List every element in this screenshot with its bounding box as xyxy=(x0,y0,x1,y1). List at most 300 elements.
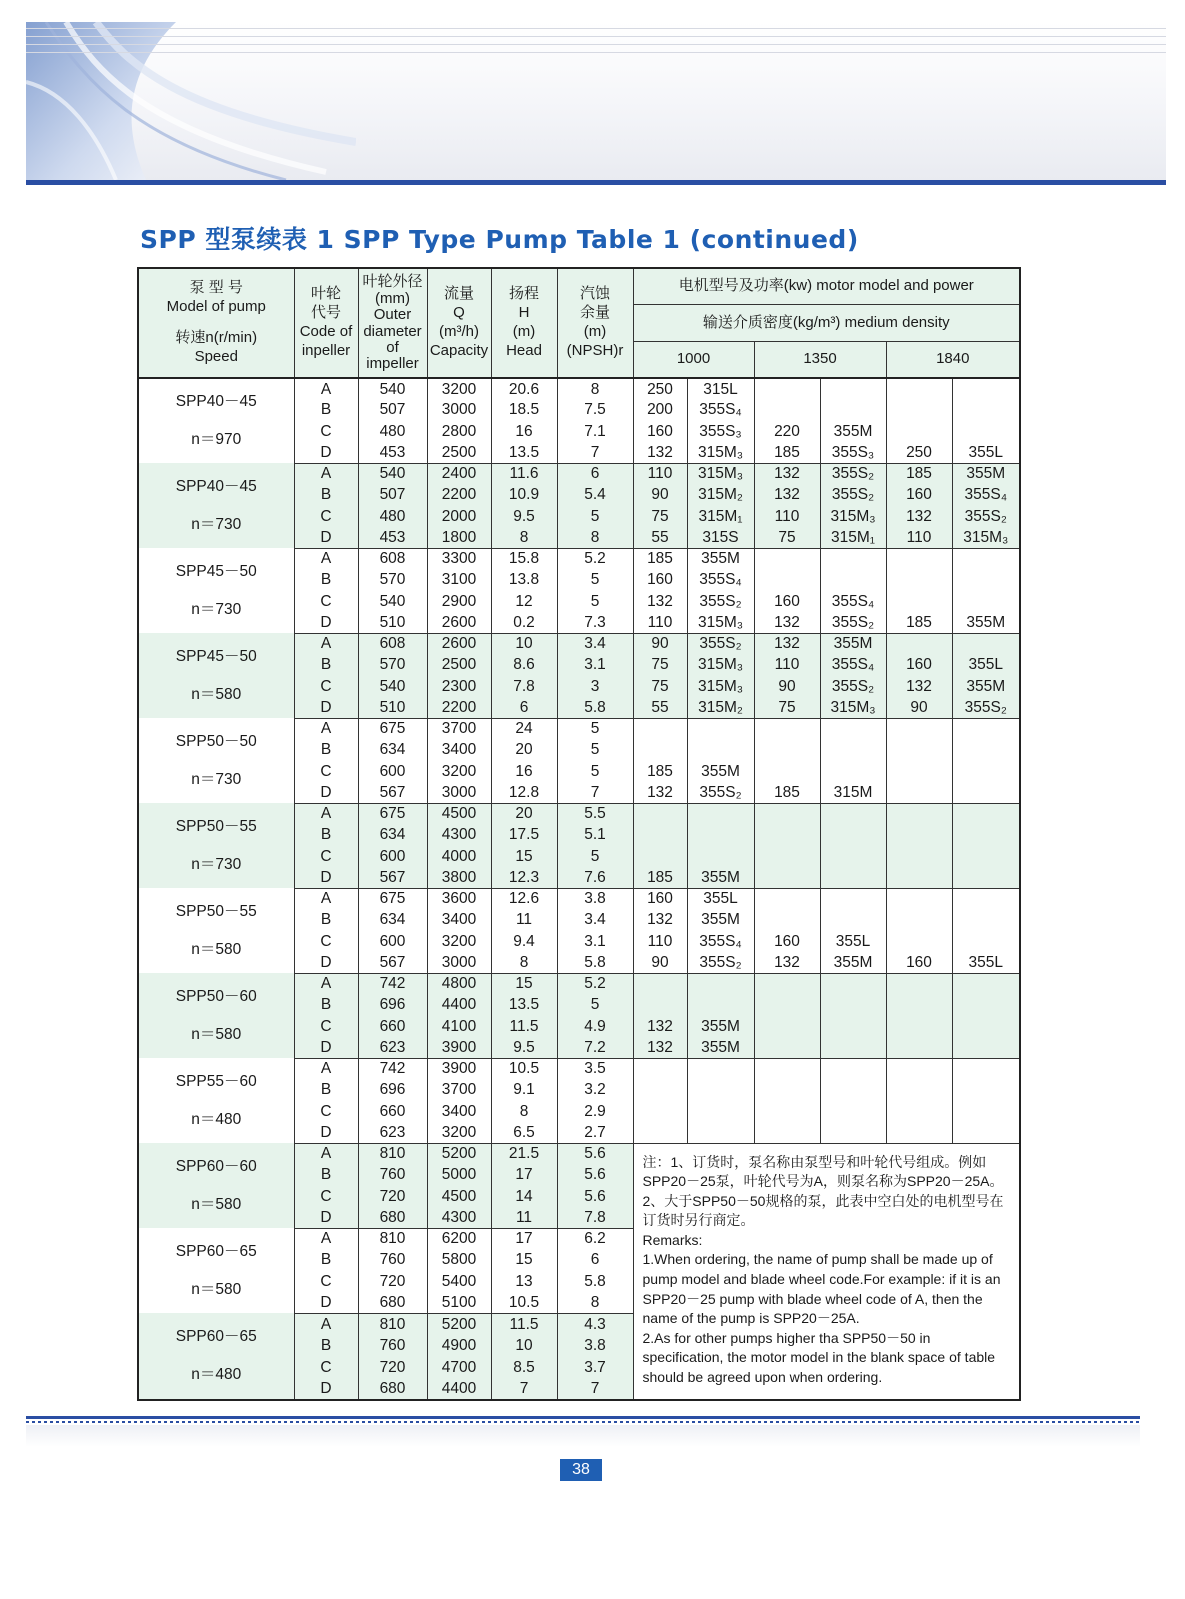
motor-power-1000: 110 xyxy=(633,931,687,952)
npsh-value: 7 xyxy=(557,782,633,803)
impeller-code: B xyxy=(294,739,358,760)
motor-power-1840 xyxy=(886,421,952,442)
pump-model-cell xyxy=(138,378,294,463)
motor-model-1350 xyxy=(820,867,886,888)
head-value: 18.5 xyxy=(491,399,557,420)
impeller-code: A xyxy=(294,633,358,654)
capacity-value: 3400 xyxy=(427,1101,491,1122)
pump-model-cell xyxy=(138,1228,294,1313)
capacity-value: 4400 xyxy=(427,994,491,1015)
impeller-code: A xyxy=(294,1313,358,1335)
motor-model-1000: 315M₁ xyxy=(687,506,754,527)
motor-power-1000: 132 xyxy=(633,1037,687,1058)
npsh-value: 3.1 xyxy=(557,654,633,675)
motor-power-1000: 160 xyxy=(633,569,687,590)
outer-diameter: 742 xyxy=(358,973,427,994)
header-model: 泵 型 号 Model of pump 转速n(r/min) Speed xyxy=(138,268,294,378)
motor-power-1840 xyxy=(886,569,952,590)
motor-model-1000: 355S₃ xyxy=(687,421,754,442)
motor-power-1840 xyxy=(886,399,952,420)
motor-model-1840 xyxy=(952,994,1020,1015)
motor-model-1000: 355M xyxy=(687,909,754,930)
motor-power-1000: 90 xyxy=(633,633,687,654)
npsh-value: 5.1 xyxy=(557,824,633,845)
head-value: 11.5 xyxy=(491,1016,557,1037)
motor-model-1350 xyxy=(820,994,886,1015)
head-value: 6 xyxy=(491,697,557,718)
impeller-code: D xyxy=(294,697,358,718)
motor-power-1000: 110 xyxy=(633,463,687,484)
pump-speed: n＝580 xyxy=(191,1025,242,1043)
motor-model-1350: 355L xyxy=(820,931,886,952)
motor-model-1000 xyxy=(687,718,754,739)
outer-diameter: 810 xyxy=(358,1313,427,1335)
capacity-value: 3300 xyxy=(427,548,491,569)
npsh-value: 5.5 xyxy=(557,803,633,824)
motor-power-1000 xyxy=(633,1079,687,1100)
header-banner xyxy=(26,22,1166,180)
motor-model-1840 xyxy=(952,378,1020,399)
motor-model-1000 xyxy=(687,994,754,1015)
npsh-value: 3.8 xyxy=(557,888,633,909)
header-capacity: 流量 Q (m³/h) Capacity xyxy=(427,268,491,378)
remark-line: 2、大于SPP50－50规格的泵，此表中空白处的电机型号在订货时另行商定。 xyxy=(642,1192,1004,1229)
impeller-code: D xyxy=(294,1037,358,1058)
impeller-code: D xyxy=(294,867,358,888)
impeller-code: B xyxy=(294,484,358,505)
header-density-1350: 1350 xyxy=(754,341,886,378)
head-value: 11 xyxy=(491,909,557,930)
motor-model-1000 xyxy=(687,803,754,824)
capacity-value: 3800 xyxy=(427,867,491,888)
motor-power-1840 xyxy=(886,739,952,760)
motor-model-1350 xyxy=(820,824,886,845)
npsh-value: 3.7 xyxy=(557,1357,633,1379)
motor-power-1350 xyxy=(754,378,820,399)
motor-model-1350: 355S₄ xyxy=(820,654,886,675)
table-row xyxy=(138,803,1020,824)
impeller-code: C xyxy=(294,1186,358,1207)
impeller-code: C xyxy=(294,1016,358,1037)
motor-power-1000 xyxy=(633,824,687,845)
npsh-value: 2.9 xyxy=(557,1101,633,1122)
motor-model-1350: 355S₄ xyxy=(820,591,886,612)
motor-model-1350 xyxy=(820,548,886,569)
npsh-value: 7.8 xyxy=(557,1207,633,1228)
motor-power-1350: 160 xyxy=(754,931,820,952)
pump-speed: n＝730 xyxy=(191,855,242,873)
impeller-code: C xyxy=(294,846,358,867)
outer-diameter: 567 xyxy=(358,782,427,803)
npsh-value: 6.2 xyxy=(557,1228,633,1249)
motor-power-1840 xyxy=(886,1037,952,1058)
head-value: 15 xyxy=(491,973,557,994)
impeller-code: D xyxy=(294,952,358,973)
motor-model-1000: 355M xyxy=(687,761,754,782)
impeller-code: B xyxy=(294,1249,358,1270)
motor-model-1840 xyxy=(952,1101,1020,1122)
head-value: 15.8 xyxy=(491,548,557,569)
head-value: 20 xyxy=(491,739,557,760)
impeller-code: C xyxy=(294,506,358,527)
head-value: 10 xyxy=(491,1335,557,1357)
head-value: 21.5 xyxy=(491,1143,557,1164)
npsh-value: 5.8 xyxy=(557,697,633,718)
motor-model-1000 xyxy=(687,846,754,867)
table-row xyxy=(138,1058,1020,1079)
motor-model-1000: 355S₂ xyxy=(687,782,754,803)
motor-power-1840 xyxy=(886,1122,952,1143)
outer-diameter: 696 xyxy=(358,994,427,1015)
header-density-1840: 1840 xyxy=(886,341,1020,378)
head-value: 8 xyxy=(491,527,557,548)
remark-line: 注：1、订货时，泵名称由泵型号和叶轮代号组成。例如SPP20－25泵，叶轮代号为A，则泵名称为SPP20－25A。 xyxy=(642,1153,1004,1190)
motor-power-1350 xyxy=(754,994,820,1015)
table-row xyxy=(138,718,1020,739)
outer-diameter: 675 xyxy=(358,888,427,909)
motor-power-1350: 185 xyxy=(754,782,820,803)
motor-power-1840: 90 xyxy=(886,697,952,718)
motor-model-1840 xyxy=(952,973,1020,994)
header-diameter: 叶轮外径 (mm) Outer diameter of impeller xyxy=(358,268,427,378)
pump-model: SPP60－65 xyxy=(175,1328,257,1345)
motor-power-1000: 75 xyxy=(633,506,687,527)
npsh-value: 2.7 xyxy=(557,1122,633,1143)
pump-model: SPP50－55 xyxy=(175,902,257,920)
motor-model-1840 xyxy=(952,909,1020,930)
impeller-code: A xyxy=(294,463,358,484)
motor-model-1000: 355M xyxy=(687,1037,754,1058)
motor-power-1000: 110 xyxy=(633,612,687,633)
motor-power-1840: 185 xyxy=(886,463,952,484)
header-code: 叶轮 代号 Code of inpeller xyxy=(294,268,358,378)
outer-diameter: 680 xyxy=(358,1378,427,1400)
motor-power-1840: 160 xyxy=(886,654,952,675)
motor-model-1350 xyxy=(820,1079,886,1100)
motor-power-1000 xyxy=(633,1122,687,1143)
pump-model-cell xyxy=(138,548,294,633)
npsh-value: 5.8 xyxy=(557,1271,633,1292)
table-row xyxy=(138,463,1020,484)
pump-model-cell xyxy=(138,718,294,803)
motor-power-1000: 90 xyxy=(633,484,687,505)
head-value: 15 xyxy=(491,1249,557,1270)
motor-power-1840 xyxy=(886,591,952,612)
capacity-value: 2000 xyxy=(427,506,491,527)
motor-power-1000: 160 xyxy=(633,421,687,442)
motor-model-1000 xyxy=(687,1058,754,1079)
motor-model-1840 xyxy=(952,761,1020,782)
outer-diameter: 507 xyxy=(358,484,427,505)
motor-model-1840 xyxy=(952,846,1020,867)
npsh-value: 7 xyxy=(557,442,633,463)
pump-model: SPP55－60 xyxy=(175,1072,257,1090)
header-motor: 电机型号及功率(kw) motor model and power xyxy=(633,268,1020,304)
motor-model-1000: 355M xyxy=(687,867,754,888)
header-head: 扬程 H (m) Head xyxy=(491,268,557,378)
motor-model-1350: 355S₂ xyxy=(820,612,886,633)
motor-model-1840: 355S₂ xyxy=(952,506,1020,527)
impeller-code: D xyxy=(294,1122,358,1143)
motor-power-1350 xyxy=(754,1122,820,1143)
motor-power-1840: 132 xyxy=(886,676,952,697)
head-value: 17.5 xyxy=(491,824,557,845)
outer-diameter: 453 xyxy=(358,527,427,548)
head-value: 16 xyxy=(491,421,557,442)
motor-power-1000: 90 xyxy=(633,952,687,973)
head-value: 13.5 xyxy=(491,994,557,1015)
impeller-code: A xyxy=(294,973,358,994)
motor-power-1350 xyxy=(754,761,820,782)
motor-model-1350 xyxy=(820,569,886,590)
motor-model-1840: 315M₃ xyxy=(952,527,1020,548)
capacity-value: 3400 xyxy=(427,909,491,930)
head-value: 9.4 xyxy=(491,931,557,952)
head-value: 15 xyxy=(491,846,557,867)
motor-power-1840 xyxy=(886,994,952,1015)
motor-model-1000 xyxy=(687,824,754,845)
outer-diameter: 675 xyxy=(358,803,427,824)
npsh-value: 7.5 xyxy=(557,399,633,420)
remark-line: 1.When ordering, the name of pump shall be made up of pump model and blade wheel code.For example: if it is an SPP20－25 pump with blade wheel code of A, then the name of the pump is SPP20－25A. xyxy=(642,1251,1001,1327)
footer-dotted-rule xyxy=(26,1421,1140,1423)
head-value: 12.8 xyxy=(491,782,557,803)
outer-diameter: 810 xyxy=(358,1228,427,1249)
pump-speed: n＝580 xyxy=(191,685,242,703)
pump-model: SPP45－50 xyxy=(175,562,257,580)
outer-diameter: 608 xyxy=(358,548,427,569)
head-value: 17 xyxy=(491,1228,557,1249)
outer-diameter: 696 xyxy=(358,1079,427,1100)
motor-model-1350: 315M₃ xyxy=(820,697,886,718)
motor-model-1840 xyxy=(952,1122,1020,1143)
motor-power-1000 xyxy=(633,973,687,994)
page-title: SPP 型泵续表 1 SPP Type Pump Table 1 (continued) xyxy=(140,225,859,254)
motor-power-1000 xyxy=(633,739,687,760)
npsh-value: 3.2 xyxy=(557,1079,633,1100)
npsh-value: 5.6 xyxy=(557,1164,633,1185)
head-value: 14 xyxy=(491,1186,557,1207)
impeller-code: C xyxy=(294,421,358,442)
capacity-value: 4500 xyxy=(427,1186,491,1207)
head-value: 7 xyxy=(491,1378,557,1400)
npsh-value: 5 xyxy=(557,846,633,867)
motor-model-1350: 355M xyxy=(820,952,886,973)
motor-power-1350: 185 xyxy=(754,442,820,463)
motor-model-1840: 355M xyxy=(952,676,1020,697)
outer-diameter: 600 xyxy=(358,931,427,952)
npsh-value: 7.6 xyxy=(557,867,633,888)
motor-model-1000 xyxy=(687,739,754,760)
outer-diameter: 720 xyxy=(358,1357,427,1379)
motor-model-1840 xyxy=(952,803,1020,824)
pump-speed: n＝580 xyxy=(191,940,242,958)
npsh-value: 4.3 xyxy=(557,1313,633,1335)
motor-model-1840 xyxy=(952,399,1020,420)
motor-power-1350: 132 xyxy=(754,612,820,633)
npsh-value: 4.9 xyxy=(557,1016,633,1037)
motor-power-1840: 110 xyxy=(886,527,952,548)
head-value: 10 xyxy=(491,633,557,654)
impeller-code: C xyxy=(294,676,358,697)
impeller-code: C xyxy=(294,761,358,782)
impeller-code: A xyxy=(294,1143,358,1164)
head-value: 8.5 xyxy=(491,1357,557,1379)
outer-diameter: 453 xyxy=(358,442,427,463)
motor-model-1840 xyxy=(952,718,1020,739)
impeller-code: D xyxy=(294,782,358,803)
motor-model-1840 xyxy=(952,782,1020,803)
motor-model-1000: 355M xyxy=(687,1016,754,1037)
capacity-value: 3200 xyxy=(427,1122,491,1143)
header-decoration xyxy=(26,22,356,180)
pump-speed: n＝730 xyxy=(191,515,242,533)
motor-model-1350 xyxy=(820,973,886,994)
page-number: 38 xyxy=(560,1459,602,1481)
motor-power-1350: 110 xyxy=(754,654,820,675)
npsh-value: 8 xyxy=(557,1292,633,1313)
head-value: 20 xyxy=(491,803,557,824)
motor-power-1840 xyxy=(886,867,952,888)
capacity-value: 5200 xyxy=(427,1143,491,1164)
motor-model-1000: 315L xyxy=(687,378,754,399)
capacity-value: 2600 xyxy=(427,633,491,654)
motor-model-1840: 355S₄ xyxy=(952,484,1020,505)
capacity-value: 1800 xyxy=(427,527,491,548)
pump-speed: n＝730 xyxy=(191,770,242,788)
outer-diameter: 567 xyxy=(358,952,427,973)
pump-model: SPP50－50 xyxy=(175,732,257,750)
motor-power-1840 xyxy=(886,782,952,803)
capacity-value: 2300 xyxy=(427,676,491,697)
remarks-notes xyxy=(633,1143,1020,1400)
npsh-value: 5 xyxy=(557,994,633,1015)
pump-model-cell xyxy=(138,463,294,548)
outer-diameter: 742 xyxy=(358,1058,427,1079)
outer-diameter: 540 xyxy=(358,378,427,399)
motor-model-1000: 355L xyxy=(687,888,754,909)
motor-power-1840 xyxy=(886,633,952,654)
outer-diameter: 660 xyxy=(358,1016,427,1037)
motor-power-1350: 110 xyxy=(754,506,820,527)
outer-diameter: 480 xyxy=(358,506,427,527)
impeller-code: D xyxy=(294,1292,358,1313)
motor-model-1840 xyxy=(952,888,1020,909)
motor-power-1000: 200 xyxy=(633,399,687,420)
motor-power-1000: 132 xyxy=(633,591,687,612)
motor-model-1350 xyxy=(820,399,886,420)
impeller-code: B xyxy=(294,1164,358,1185)
motor-power-1000: 185 xyxy=(633,548,687,569)
capacity-value: 2600 xyxy=(427,612,491,633)
motor-power-1350: 160 xyxy=(754,591,820,612)
npsh-value: 5 xyxy=(557,569,633,590)
motor-model-1840 xyxy=(952,1037,1020,1058)
capacity-value: 3200 xyxy=(427,761,491,782)
motor-model-1840 xyxy=(952,548,1020,569)
motor-power-1000: 132 xyxy=(633,442,687,463)
motor-power-1840 xyxy=(886,846,952,867)
outer-diameter: 760 xyxy=(358,1164,427,1185)
motor-model-1840 xyxy=(952,591,1020,612)
motor-model-1350: 355S₂ xyxy=(820,676,886,697)
motor-power-1350: 132 xyxy=(754,484,820,505)
head-value: 9.1 xyxy=(491,1079,557,1100)
motor-power-1840: 160 xyxy=(886,484,952,505)
remark-line: 2.As for other pumps higher tha SPP50－50 in specification, the motor model in the blank space of table should be agreed upon when ordering. xyxy=(642,1329,996,1386)
motor-model-1000 xyxy=(687,973,754,994)
motor-power-1840 xyxy=(886,718,952,739)
pump-model: SPP60－65 xyxy=(175,1242,257,1260)
impeller-code: C xyxy=(294,1271,358,1292)
motor-power-1000: 185 xyxy=(633,867,687,888)
header-npsh: 汽蚀 余量 (m) (NPSH)r xyxy=(557,268,633,378)
pump-model-cell xyxy=(138,888,294,973)
pump-speed: n＝580 xyxy=(191,1195,242,1213)
motor-model-1350 xyxy=(820,1122,886,1143)
head-value: 10.9 xyxy=(491,484,557,505)
motor-power-1840: 132 xyxy=(886,506,952,527)
motor-model-1000 xyxy=(687,1122,754,1143)
capacity-value: 3100 xyxy=(427,569,491,590)
motor-model-1840: 355L xyxy=(952,654,1020,675)
outer-diameter: 680 xyxy=(358,1207,427,1228)
capacity-value: 3700 xyxy=(427,718,491,739)
pump-model-cell xyxy=(138,1313,294,1400)
pump-model: SPP50－60 xyxy=(175,987,257,1005)
pump-model: SPP40－45 xyxy=(175,393,257,410)
head-value: 0.2 xyxy=(491,612,557,633)
header-density: 输送介质密度(kg/m³) medium density xyxy=(633,304,1020,341)
motor-power-1350 xyxy=(754,569,820,590)
motor-model-1350: 315M₃ xyxy=(820,506,886,527)
capacity-value: 3700 xyxy=(427,1079,491,1100)
head-value: 9.5 xyxy=(491,1037,557,1058)
outer-diameter: 660 xyxy=(358,1101,427,1122)
motor-power-1840 xyxy=(886,1079,952,1100)
head-value: 13 xyxy=(491,1271,557,1292)
pump-model: SPP45－50 xyxy=(175,647,257,665)
head-value: 12.3 xyxy=(491,867,557,888)
motor-power-1350: 75 xyxy=(754,527,820,548)
impeller-code: B xyxy=(294,1079,358,1100)
capacity-value: 4900 xyxy=(427,1335,491,1357)
motor-power-1350 xyxy=(754,803,820,824)
motor-model-1840: 355S₂ xyxy=(952,697,1020,718)
impeller-code: D xyxy=(294,612,358,633)
impeller-code: D xyxy=(294,1207,358,1228)
motor-model-1840 xyxy=(952,931,1020,952)
capacity-value: 3000 xyxy=(427,952,491,973)
motor-model-1840 xyxy=(952,633,1020,654)
head-value: 20.6 xyxy=(491,378,557,399)
npsh-value: 3.8 xyxy=(557,1335,633,1357)
head-value: 16 xyxy=(491,761,557,782)
motor-power-1840: 250 xyxy=(886,442,952,463)
motor-power-1000: 132 xyxy=(633,909,687,930)
motor-power-1000 xyxy=(633,1058,687,1079)
motor-model-1000 xyxy=(687,1079,754,1100)
motor-power-1350 xyxy=(754,888,820,909)
motor-power-1840 xyxy=(886,888,952,909)
motor-model-1840 xyxy=(952,1058,1020,1079)
impeller-code: D xyxy=(294,527,358,548)
head-value: 10.5 xyxy=(491,1058,557,1079)
remark-line: Remarks: xyxy=(642,1231,703,1248)
impeller-code: C xyxy=(294,1357,358,1379)
npsh-value: 5.6 xyxy=(557,1143,633,1164)
pump-model-cell xyxy=(138,973,294,1058)
